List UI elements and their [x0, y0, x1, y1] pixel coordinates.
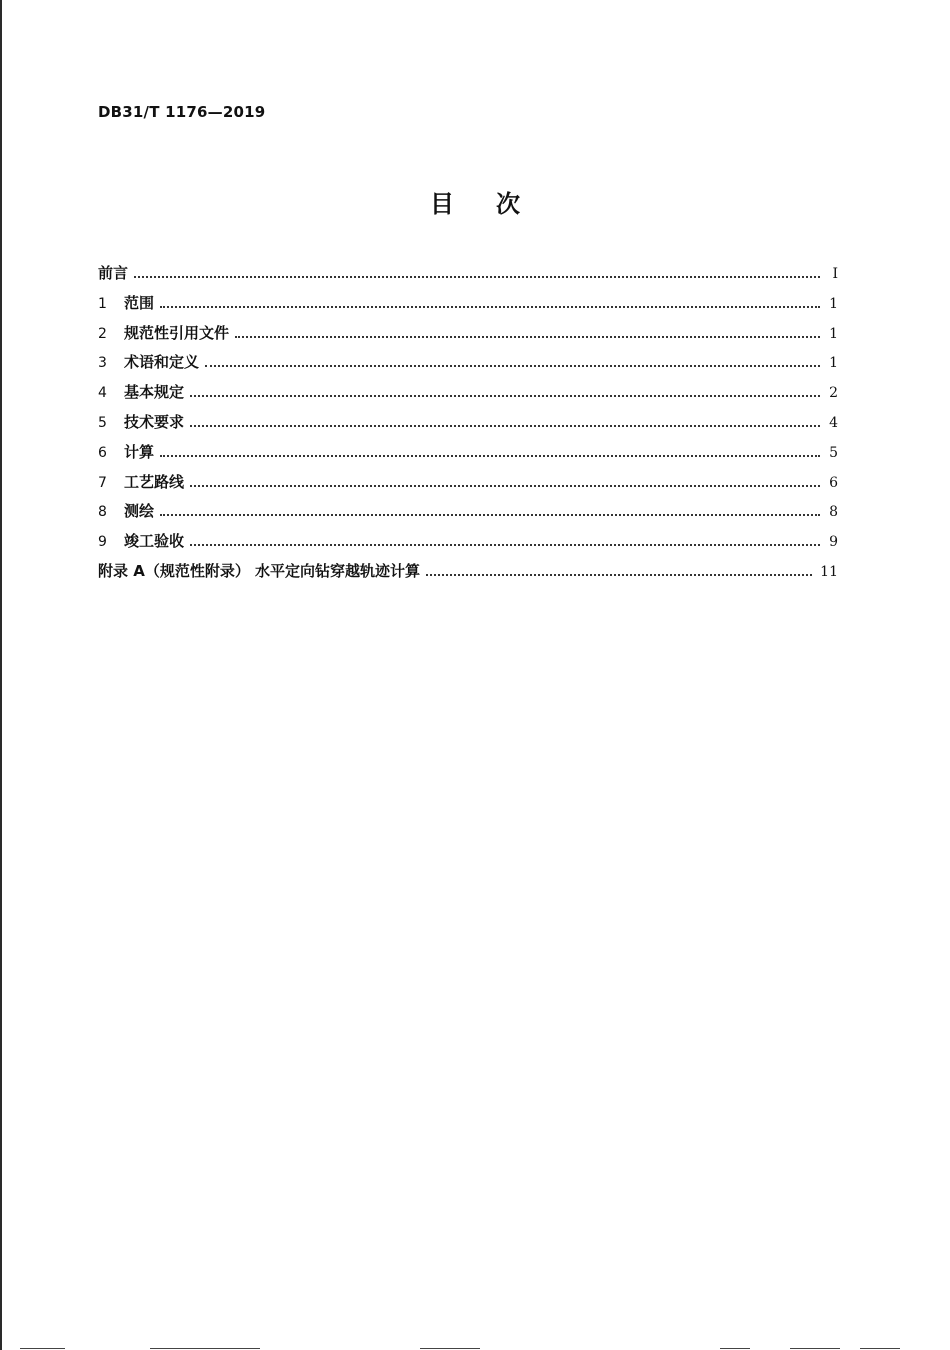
toc-dot-leader	[160, 447, 820, 457]
toc-entry-6[interactable]	[98, 441, 838, 471]
toc-title-char-1: 目	[430, 190, 454, 218]
toc-dot-leader	[235, 328, 820, 338]
toc-entry-page: 5	[829, 444, 838, 461]
toc-dot-leader	[160, 506, 820, 516]
toc-entry-foreword[interactable]	[98, 262, 838, 292]
table-of-contents	[98, 262, 838, 590]
toc-entry-8[interactable]	[98, 500, 838, 530]
toc-entry-page: 1	[829, 355, 838, 372]
toc-entry-label: 测绘	[124, 502, 155, 521]
toc-entry-number: 9	[98, 534, 107, 551]
toc-entry-number: 4	[98, 385, 107, 402]
toc-entry-2[interactable]	[98, 322, 838, 352]
scan-bottom-edge	[0, 1346, 950, 1350]
toc-entry-number: 5	[98, 414, 107, 431]
toc-entry-label: 基本规定	[124, 383, 185, 402]
toc-entry-3[interactable]	[98, 351, 838, 381]
toc-entry-page: 11	[820, 563, 838, 580]
toc-entry-label: 规范性引用文件	[124, 323, 230, 342]
toc-dot-leader	[190, 477, 820, 487]
toc-entry-label: 术语和定义	[124, 353, 200, 372]
toc-dot-leader	[205, 357, 820, 367]
toc-dot-leader	[190, 417, 820, 427]
toc-dot-leader	[134, 268, 820, 278]
toc-entry-number: 2	[98, 325, 107, 342]
toc-entry-7[interactable]	[98, 471, 838, 501]
toc-entry-label: 计算	[124, 442, 155, 461]
toc-entry-number: 7	[98, 474, 107, 491]
toc-entry-page: Ⅰ	[832, 266, 838, 282]
toc-entry-page: 9	[829, 534, 838, 551]
toc-dot-leader	[426, 566, 812, 576]
toc-title-char-2: 次	[496, 190, 520, 218]
toc-dot-leader	[190, 387, 820, 397]
toc-entry-label: 附录 A（规范性附录） 水平定向钻穿越轨迹计算	[98, 561, 421, 580]
toc-entry-label: 竣工验收	[124, 532, 185, 551]
toc-entry-label: 前言	[98, 264, 129, 282]
toc-entry-label: 范围	[124, 293, 155, 312]
toc-entry-appendix-a[interactable]	[98, 560, 838, 590]
toc-entry-number: 1	[98, 295, 107, 312]
toc-entry-number: 8	[98, 504, 107, 521]
toc-entry-label: 工艺路线	[124, 472, 185, 491]
toc-title	[0, 184, 950, 219]
document-id: DB31/T 1176—2019	[98, 103, 266, 121]
toc-entry-1[interactable]	[98, 292, 838, 322]
toc-entry-page: 6	[829, 474, 838, 491]
toc-entry-5[interactable]	[98, 411, 838, 441]
toc-dot-leader	[190, 536, 820, 546]
toc-entry-page: 8	[829, 504, 838, 521]
toc-entry-page: 2	[829, 385, 838, 402]
toc-entry-number: 3	[98, 355, 107, 372]
toc-entry-9[interactable]	[98, 530, 838, 560]
toc-entry-page: 1	[829, 295, 838, 312]
toc-entry-label: 技术要求	[124, 412, 185, 431]
toc-entry-4[interactable]	[98, 381, 838, 411]
toc-dot-leader	[160, 298, 820, 308]
toc-entry-number: 6	[98, 444, 107, 461]
toc-entry-page: 4	[829, 414, 838, 431]
toc-entry-page: 1	[829, 325, 838, 342]
